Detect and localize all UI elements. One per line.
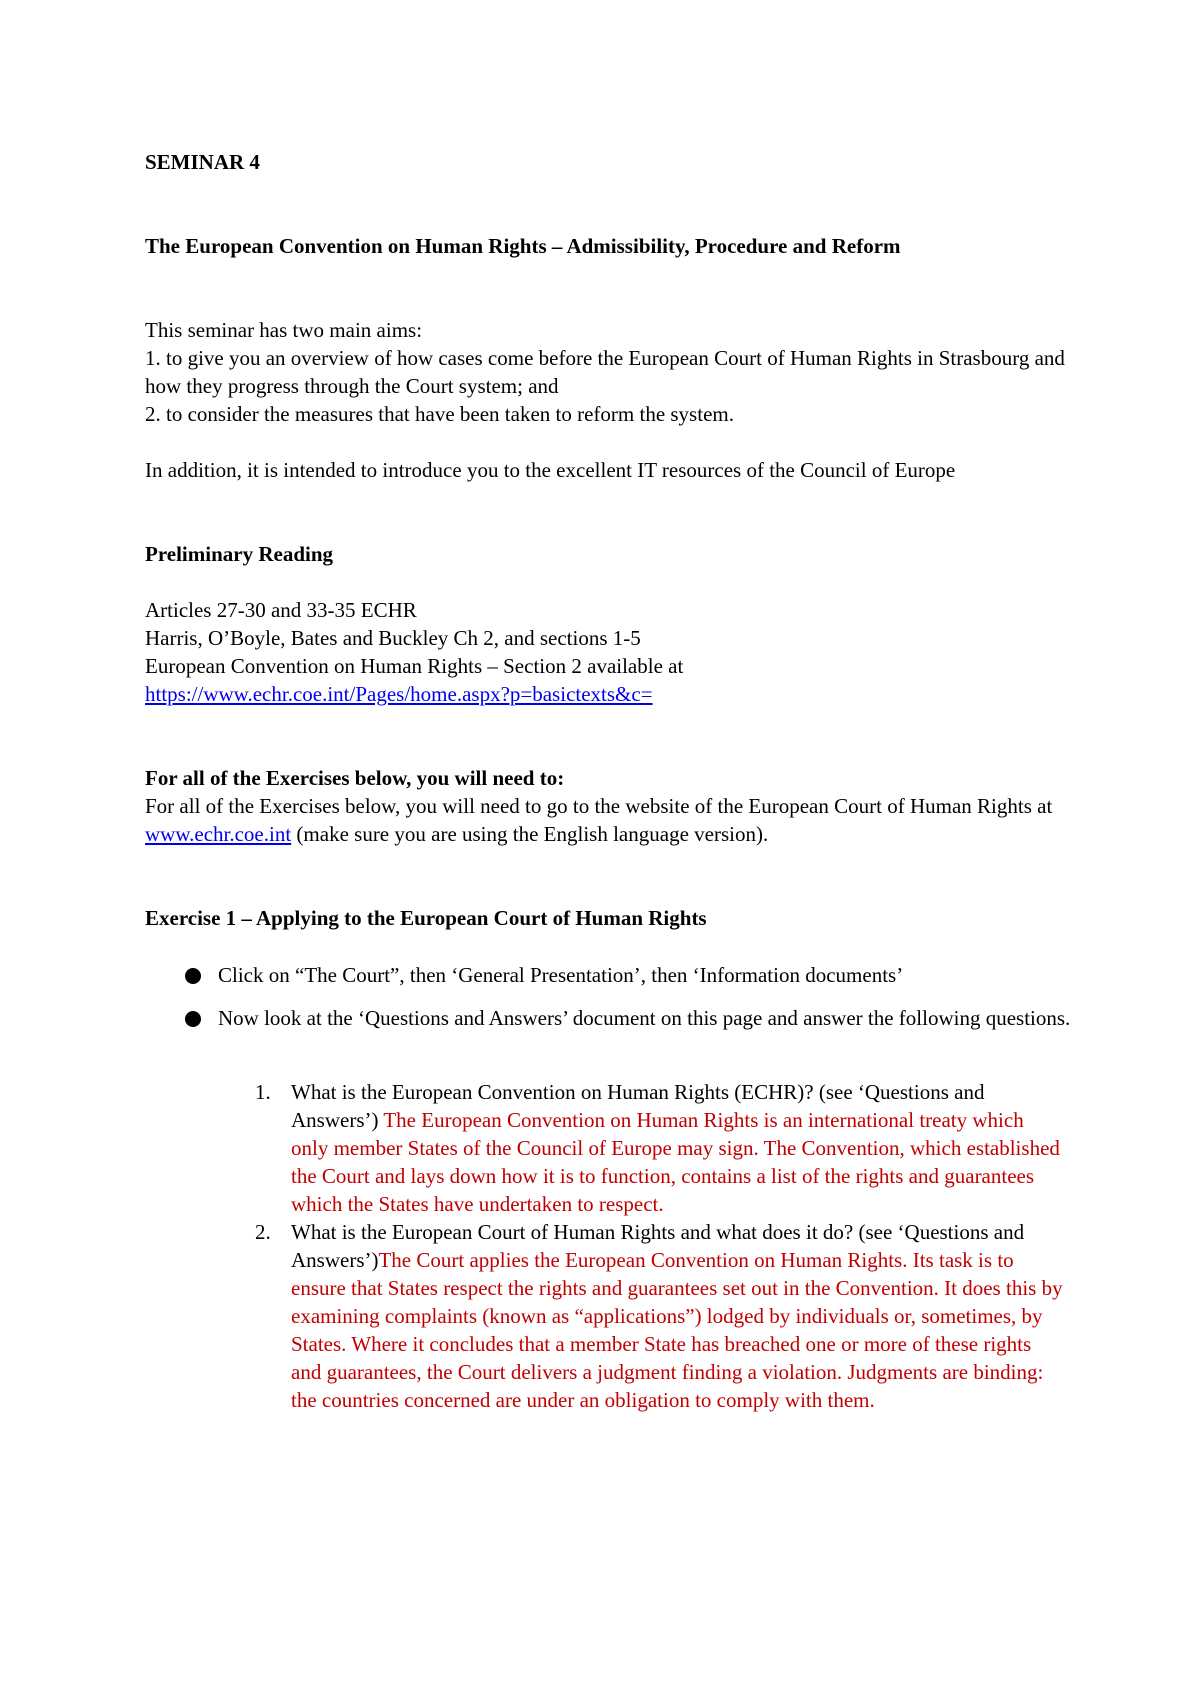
instruction-item [145, 954, 1075, 997]
reading-line-articles: Articles 27-30 and 33-35 ECHR [145, 598, 417, 622]
intro-section [145, 316, 1075, 484]
question-item [145, 1078, 1065, 1218]
seminar-label: SEMINAR 4 [145, 150, 260, 174]
exercise-1-section [145, 904, 1075, 1414]
preliminary-reading-section [145, 540, 1075, 708]
reading-line-textbook: Harris, O’Boyle, Bates and Buckley Ch 2, and sections 1-5 [145, 626, 641, 650]
exercise-1-instructions [145, 954, 1075, 1040]
question-item [145, 1218, 1065, 1414]
document-title: The European Convention on Human Rights – Admissibility, Procedure and Reform [145, 234, 901, 258]
instruction-item [145, 997, 1075, 1040]
intro-lead: This seminar has two main aims: [145, 318, 423, 342]
bullet-icon [185, 968, 201, 984]
reading-line-convention: European Convention on Human Rights – Section 2 available at [145, 654, 684, 678]
reading-link-line [145, 680, 1075, 708]
exercises-note-text-after: (make sure you are using the English language version). [291, 822, 769, 846]
intro-addition: In addition, it is intended to introduce you to the excellent IT resources of the Council of Europe [145, 458, 956, 482]
exercise-1-questions [145, 1078, 1075, 1414]
exercise-1-heading: Exercise 1 – Applying to the European Court of Human Rights [145, 906, 707, 930]
intro-aim-1: 1. to give you an overview of how cases come before the European Court of Human Rights in Strasbourg and how they progress through the Court system; and [145, 346, 1065, 398]
intro-aim-2: 2. to consider the measures that have been taken to reform the system. [145, 402, 734, 426]
instruction-text: Now look at the ‘Questions and Answers’ document on this page and answer the following questions. [218, 1006, 1071, 1030]
bullet-icon [185, 1011, 201, 1027]
exercises-note-text-before: For all of the Exercises below, you will need to go to the website of the European Court of Human Rights at [145, 794, 1053, 818]
answer-text: The Court applies the European Convention on Human Rights. Its task is to ensure that States respect the rights and guarantees set out in the Convention. It does this by examining complaints (known as “applications”) lodged by individuals or, sometimes, by States. Where it concludes that a member State has breached one or more of these rights and guarantees, the Court delivers a judgment finding a violation. Judgments are binding: the countries concerned are under an obligation to comply with them. [291, 1248, 1063, 1412]
question-number: 2. [255, 1220, 271, 1244]
exercises-note-heading: For all of the Exercises below, you will need to: [145, 766, 565, 790]
instruction-text: Click on “The Court”, then ‘General Presentation’, then ‘Information documents’ [218, 963, 904, 987]
answer-text: The European Convention on Human Rights is an international treaty which only member States of the Council of Europe may sign. The Convention, which established the Court and lays down how it is to function, contains a list of the rights and guarantees which the States have undertaken to respect. [291, 1108, 1060, 1216]
document-body [145, 148, 1075, 1414]
echr-website-link[interactable]: www.echr.coe.int [145, 822, 292, 846]
exercises-note-section [145, 764, 1075, 848]
question-text: What is the European Court of Human Rights and what does it do? (see ‘Questions and Answers’) [291, 1220, 1025, 1272]
preliminary-reading-heading: Preliminary Reading [145, 542, 334, 566]
exercises-note-text [145, 792, 1075, 848]
basic-texts-link[interactable]: https://www.echr.coe.int/Pages/home.aspx?p=basictexts&c= [145, 682, 653, 706]
question-text: What is the European Convention on Human Rights (ECHR)? (see ‘Questions and Answers’) [291, 1080, 985, 1132]
question-number: 1. [255, 1080, 271, 1104]
